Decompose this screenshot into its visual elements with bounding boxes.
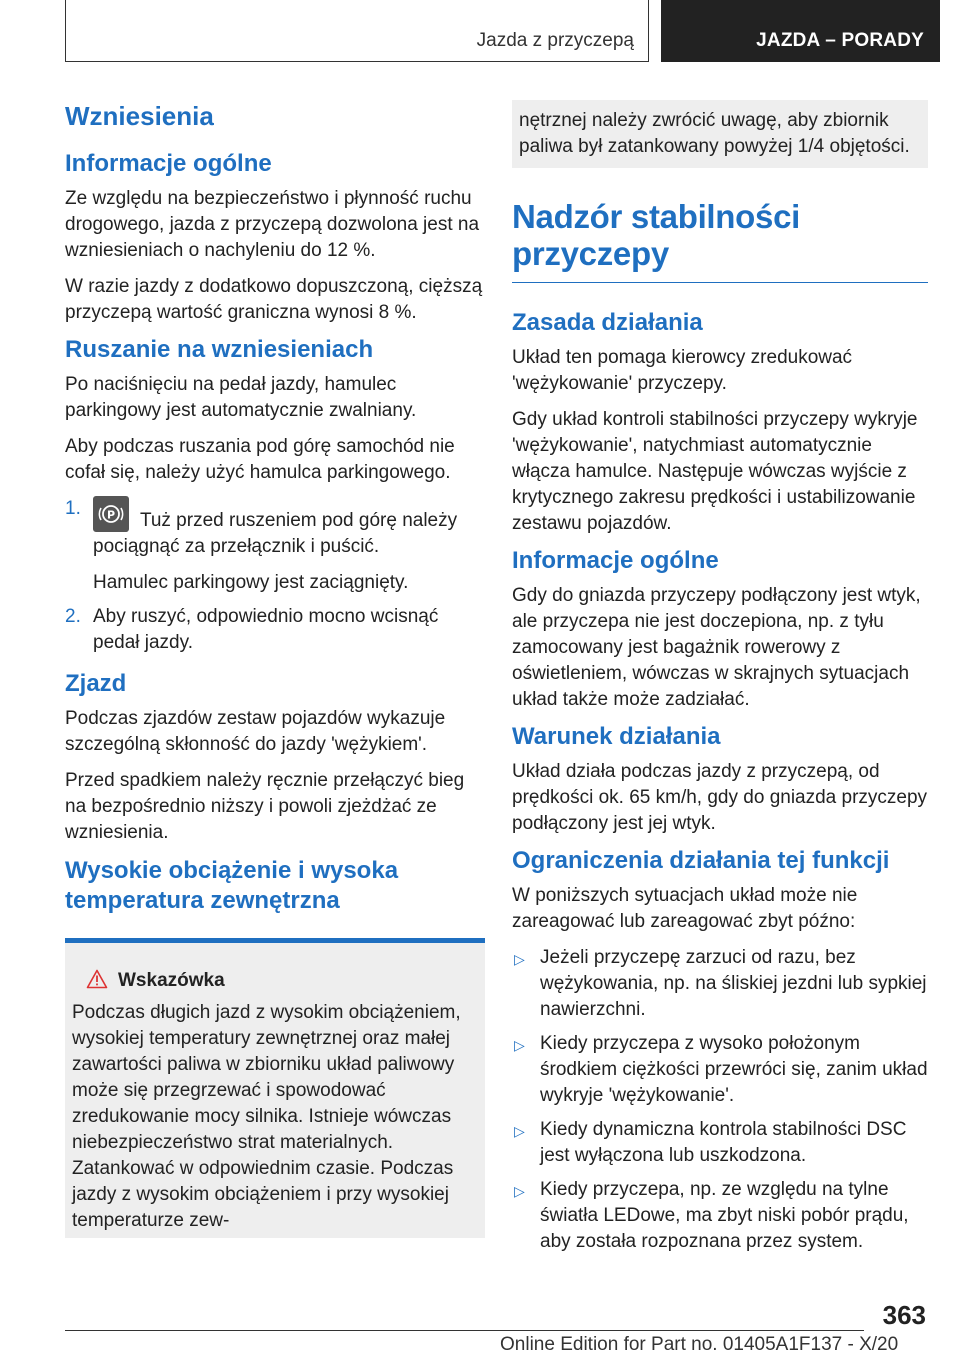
right-column <box>512 100 928 1263</box>
warning-title-text: Wskazówka <box>118 970 225 991</box>
heading-informacje-ogolne-2: Informacje ogólne <box>512 547 719 574</box>
paragraph: Przed spadkiem należy ręcznie przełączyć bieg na bezpośrednio niższy i powoli zjeżdżać ze wzniesienia. <box>65 770 465 843</box>
heading-ograniczenia: Ograniczenia działania tej funkcji <box>512 847 890 874</box>
header-chapter-box <box>661 0 940 62</box>
paragraph: Ze względu na bezpieczeństwo i płynność ruchu drogowego, jazda z przyczepą dozwolona jest na wzniesieniach o nachyleniu do 12 %. <box>65 188 480 261</box>
triangle-bullet-icon: ▷ <box>514 1037 525 1053</box>
step-text: Aby ruszyć, odpowiednio mocno wcisnąć pedał jazdy. <box>93 606 439 653</box>
paragraph: Układ ten pomaga kierowcy zredukować 'wężykowanie' przyczepy. <box>512 347 853 394</box>
page-number: 363 <box>882 1300 926 1330</box>
heading-warunek: Warunek działania <box>512 723 721 750</box>
warning-box-continued <box>512 100 928 168</box>
warning-title <box>72 969 477 992</box>
paragraph: Gdy układ kontroli stabilności przyczepy wykryje 'wężykowanie', natychmiast automatycznie włącza hamulce. Następuje wówczas wyjście z krytycznego zakresu prędkości i ustabilizowanie zestawu pojazdów. <box>512 409 918 534</box>
list-item-text: Kiedy przyczepa z wysoko położonym środkiem ciężkości przewróci się, zanim układ wykryje 'wężykowanie'. <box>540 1033 928 1106</box>
warning-text-continued: nętrznej należy zwrócić uwagę, aby zbiornik paliwa był zatankowany powyżej 1/4 objętości. <box>519 110 910 157</box>
parking-brake-icon <box>93 496 129 532</box>
triangle-bullet-icon: ▷ <box>514 1123 525 1139</box>
paragraph: W razie jazdy z dodatkowo dopuszczoną, cięższą przyczepą wartość graniczna wynosi 8 %. <box>65 276 483 323</box>
heading-ruszanie: Ruszanie na wzniesieniach <box>65 336 374 363</box>
paragraph: Układ działa podczas jazdy z przyczepą, od prędkości ok. 65 km/h, gdy do gniazda przyczepy podłączony jest jej wtyk. <box>512 761 928 834</box>
heading-zasada: Zasada działania <box>512 309 703 336</box>
section-rule <box>512 198 928 283</box>
list-item <box>512 1031 928 1109</box>
step-number: 1. <box>65 498 81 519</box>
paragraph: Po naciśnięciu na pedał jazdy, hamulec parkingowy jest automatycznie zwalniany. <box>65 374 417 421</box>
left-column <box>65 100 485 1238</box>
limitations-list <box>512 945 928 1255</box>
footer-edition: Online Edition for Part no. 01405A1F137 - X/20 <box>500 1334 899 1355</box>
list-item <box>512 1117 928 1169</box>
warning-text: Podczas długich jazd z wysokim obciążeniem, wysokiej temperatury zewnętrznej oraz małej zawartości paliwa w zbiorniku układ paliwowy może się przegrzewać i spowodować zredukowanie mocy silnika. Istnieje wówczas niebezpieczeństwo strat materialnych. Zatankować w odpowiednim czasie. Podczas jazdy z wysokim obciążeniem i przy wysokiej temperaturze zew- <box>72 1002 461 1231</box>
step-text: Tuż przed ruszeniem pod górę należy pociągnąć za przełącznik i puścić. <box>93 510 458 557</box>
header-section-title: Jazda z przyczepą <box>476 30 634 51</box>
heading-informacje-ogolne: Informacje ogólne <box>65 150 272 177</box>
heading-wysokie-obciazenie: Wysokie obciążenie i wysoka temperatura zewnętrzna <box>65 857 399 914</box>
paragraph: W poniższych sytuacjach układ może nie zareagować lub zareagować zbyt późno: <box>512 885 858 932</box>
list-item <box>512 945 928 1023</box>
step-note: Hamulec parkingowy jest zaciągnięty. <box>93 572 409 593</box>
paragraph: Podczas zjazdów zestaw pojazdów wykazuje szczególną skłonność do jazdy 'wężykiem'. <box>65 708 446 755</box>
footer-rule <box>65 1330 864 1331</box>
warning-box <box>65 938 485 1238</box>
step-number: 2. <box>65 606 81 627</box>
list-item-text: Jeżeli przyczepę zarzuci od razu, bez wężykowania, np. na śliskiej jezdni lub sypkiej nawierzchni. <box>540 947 927 1020</box>
step-item <box>65 604 485 656</box>
triangle-bullet-icon: ▷ <box>514 951 525 967</box>
header-chapter-title: JAZDA – PORADY <box>756 30 924 51</box>
header-section-box <box>65 0 649 62</box>
steps-list <box>65 496 485 656</box>
paragraph: Aby podczas ruszania pod górę samochód nie cofał się, należy użyć hamulca parkingowego. <box>65 436 455 483</box>
list-item-text: Kiedy dynamiczna kontrola stabilności DSC jest wyłączona lub uszkodzona. <box>540 1119 907 1166</box>
list-item-text: Kiedy przyczepa, np. ze względu na tylne światła LEDowe, ma zbyt niski pobór prądu, aby została rozpoznana przez system. <box>540 1179 909 1252</box>
heading-nadzor-stabilnosci: Nadzór stabilności przyczepy <box>512 198 800 272</box>
heading-wzniesienia: Wzniesienia <box>65 101 214 131</box>
paragraph: Gdy do gniazda przyczepy podłączony jest wtyk, ale przyczepa nie jest doczepiona, np. z tyłu zamocowany jest bagażnik rowerowy z oświetleniem, wówczas w skrajnych sytuacjach układ także może zadziałać. <box>512 585 921 710</box>
svg-text:P: P <box>106 508 116 522</box>
list-item <box>512 1177 928 1255</box>
warning-triangle-icon <box>86 969 108 989</box>
triangle-bullet-icon: ▷ <box>514 1183 525 1199</box>
heading-zjazd: Zjazd <box>65 670 127 697</box>
step-item <box>65 496 485 596</box>
